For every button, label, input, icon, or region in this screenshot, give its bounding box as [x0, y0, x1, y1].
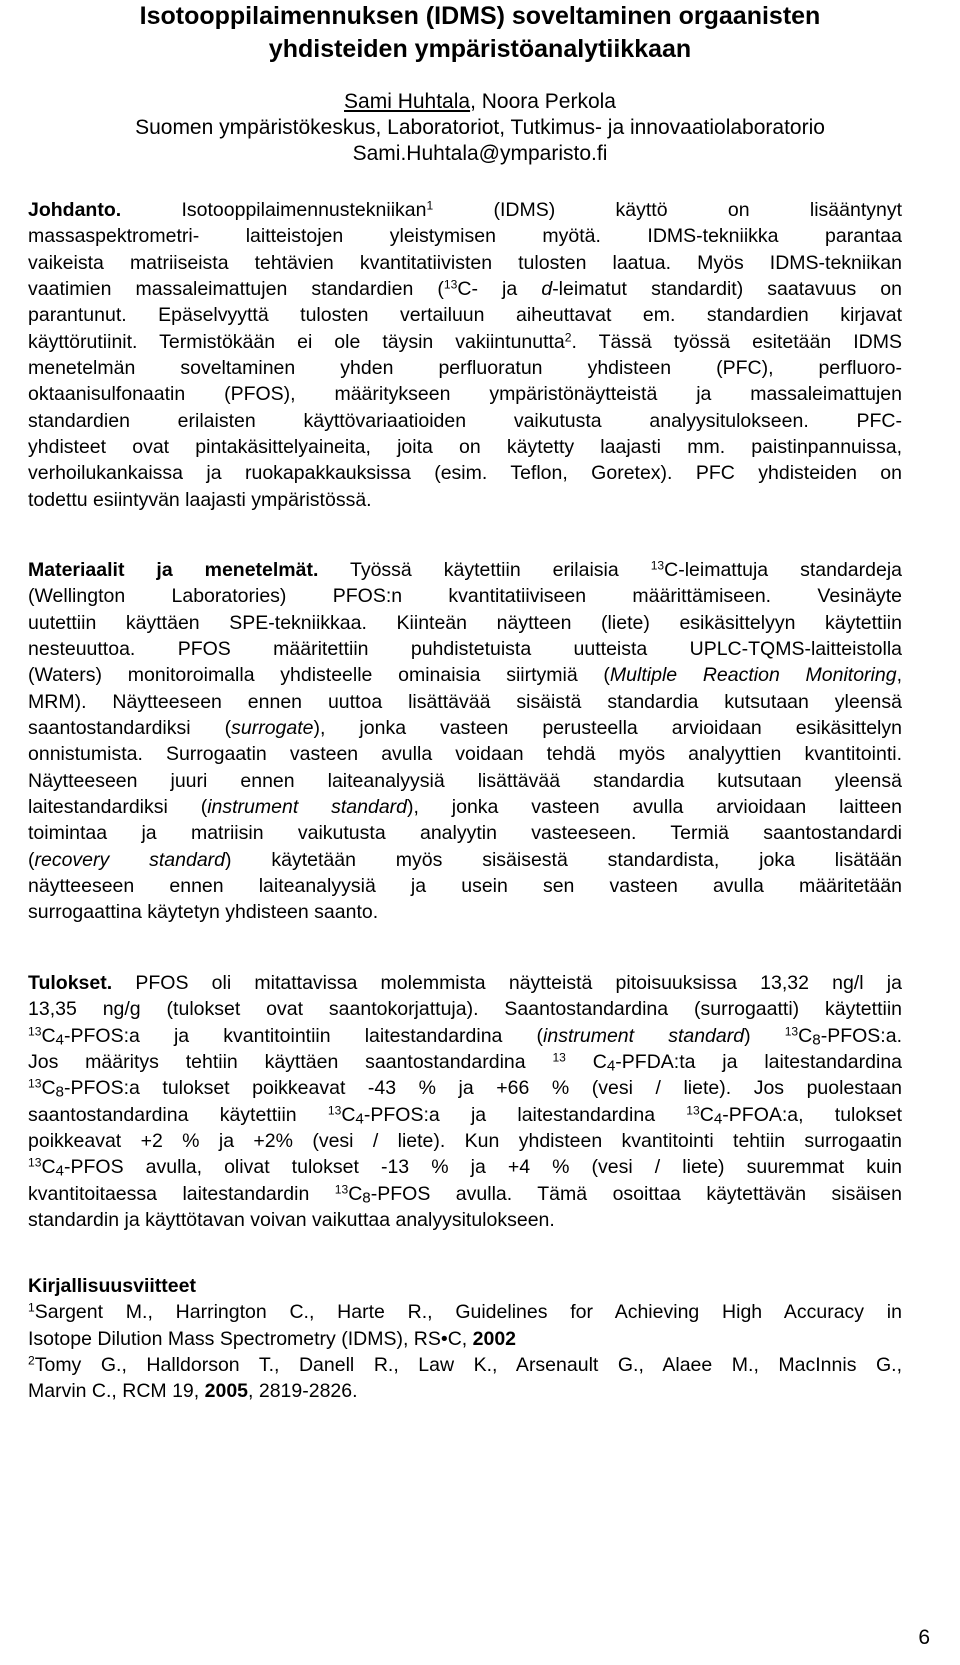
- section-references: [28, 1273, 902, 1405]
- reference-2: $^2$Tomy G., Halldorson T., Danell R., Law K., Arsenault G., Alaee M., MacInnis G.,: [28, 1353, 902, 1377]
- results-line: 13,35 ng/g (tulokset ovat saantokorjattuja). Saantostandardina (surrogaatti) käytettiin: [28, 998, 902, 1021]
- methods-line: nesteuuttoa. PFOS määritettiin puhdistetuista uutteista UPLC-TQMS-laitteistolla: [28, 638, 902, 661]
- intro-line: standardien erilaisten käyttövariaatioiden vaikutusta analyysitulokseen. PFC-: [28, 409, 902, 432]
- citation-2: 2: [564, 330, 572, 345]
- methods-line: toimintaa ja matriisin vaikutusta analyytin vasteeseen. Termiä saantostandardi: [28, 822, 902, 845]
- author-names: [0, 89, 960, 115]
- methods-line: (Waters) monitoroimalla yhdisteelle ominaisia siirtymiä (Multiple Reaction Monitoring,: [28, 664, 902, 687]
- page-title: [0, 0, 960, 66]
- results-line: kvantitoitaessa laitestandardin $^{13}C_8$-PFOS avulla. Tämä osoittaa käytettävän sisäisen: [28, 1182, 902, 1207]
- citation-1: 1: [426, 198, 434, 213]
- intro-heading: Johdanto.: [28, 199, 122, 221]
- methods-line: laitestandardiksi (instrument standard), jonka vasteen avulla arvioidaan laitteen: [28, 796, 902, 819]
- methods-line: Näytteeseen juuri ennen laiteanalyysiä lisättävää standardia kutsutaan yleensä: [28, 769, 902, 792]
- reference-2-cont: Marvin C., RCM 19, 2005, 2819-2826.: [28, 1380, 358, 1403]
- author-perkola: Noora Perkola: [481, 90, 616, 113]
- methods-line: onnistumista. Surrogaatin vasteen avulla voidaan tehdä myös analyyttien kvantitointi.: [28, 743, 902, 766]
- intro-line: parantunut. Epäselvyyttä tulosten vertailuun aiheuttavat em. standardien kirjavat: [28, 304, 902, 327]
- results-line: $^{13}C_8-PFOS:a$ tulokset poikkeavat -43 % ja +66 % (vesi / liete). Jos puolestaan: [28, 1076, 902, 1101]
- methods-heading: Materiaalit ja menetelmät.: [28, 559, 319, 581]
- author-link-huhtala[interactable]: Sami Huhtala: [344, 90, 471, 113]
- section-introduction: [28, 197, 902, 513]
- author-block: [0, 89, 960, 167]
- intro-line: yhdisteet ovat pintakäsittelyaineita, joita on käytetty laajasti mm. paistinpannuissa,: [28, 436, 902, 459]
- results-line: Jos määritys tehtiin käyttäen saantostandardina $^{13}$ $C_4-PFDA:ta$ ja laitestandardina: [28, 1050, 903, 1075]
- intro-line: massaspektrometri- laitteistojen yleistymisen myötä. IDMS-tekniikka parantaa: [28, 225, 902, 248]
- intro-line: vaatimien massaleimattujen standardien ($^{13}$C- ja d-leimatut standardit) saatavuus on: [28, 277, 902, 301]
- results-line: saantostandardina käytettiin $^{13}C_4-PFOS:a$ ja laitestandardina $^{13}C_4-PFOA:a$, tulokset: [28, 1103, 902, 1127]
- intro-line: todettu esiintyvän laajasti ympäristössä.: [28, 488, 372, 511]
- intro-line: Johdanto. Isotooppilaimennustekniikan$^1$ (IDMS) käyttö on lisääntynyt: [28, 198, 902, 221]
- methods-line: surrogaattina käytetyn yhdisteen saanto.: [28, 901, 379, 924]
- references-heading: Kirjallisuusviitteet: [28, 1275, 196, 1297]
- methods-line: saantostandardiksi (surrogate), jonka vasteen perusteella arvioidaan esikäsittelyn: [28, 717, 902, 740]
- page-number: 6: [918, 1626, 930, 1649]
- methods-line: MRM). Näytteeseen ennen uuttoa lisättävää sisäistä standardia kutsutaan yleensä: [28, 690, 902, 713]
- intro-line: käyttörutiinit. Termistökään ei ole täysin vakiintunutta$^2$. Tässä työssä esitetään IDMS: [28, 330, 902, 353]
- results-line: standardin ja käyttötavan voivan vaikuttaa analyysitulokseen.: [28, 1209, 555, 1232]
- email: Sami.Huhtala@ymparisto.fi: [352, 142, 608, 165]
- methods-line: (Wellington Laboratories) PFOS:n kvantitatiiviseen määrittämiseen. Vesinäyte: [28, 585, 902, 608]
- results-heading: Tulokset.: [28, 972, 113, 994]
- intro-line: oktaanisulfonaatin (PFOS), määritykseen ympäristönäytteistä ja massaleimattujen: [28, 383, 902, 406]
- intro-line: verhoilukankaissa ja ruokapakkauksissa (esim. Teflon, Goretex). PFC yhdisteiden on: [28, 462, 902, 485]
- methods-line: Materiaalit ja menetelmät. Työssä käytettiin erilaisia $^{13}$C-leimattuja standardeja: [28, 558, 903, 581]
- intro-line: menetelmän soveltaminen yhden perfluoratun yhdisteen (PFC), perfluoro-: [28, 357, 902, 380]
- methods-line: uutettiin käyttäen SPE-tekniikkaa. Kiinteän näytteen (liete) esikäsittelyyn käytettiin: [28, 611, 902, 634]
- section-methods: [28, 557, 902, 926]
- affiliation: Suomen ympäristökeskus, Laboratoriot, Tutkimus- ja innovaatiolaboratorio: [135, 116, 825, 139]
- title-line-2: yhdisteiden ympäristöanalytiikkaan: [268, 35, 692, 63]
- methods-line: näytteeseen ennen laiteanalyysiä ja usein sen vasteen avulla määritetään: [28, 875, 902, 898]
- author-separator: ,: [470, 90, 482, 113]
- results-line: poikkeavat +2 % ja +2% (vesi / liete). Kun yhdisteen kvantitointi tehtiin surrogaatin: [28, 1130, 902, 1153]
- results-line: Tulokset. PFOS oli mitattavissa molemmista näytteistä pitoisuuksissa 13,32 ng/l ja: [28, 972, 902, 994]
- reference-1: $^1$Sargent M., Harrington C., Harte R., Guidelines for Achieving High Accuracy in: [28, 1300, 902, 1324]
- section-results: [28, 970, 902, 1233]
- results-line: $^{13}C_4-PFOS:a$ ja kvantitointiin laitestandardina (instrument standard) $^{13}C_8-PFOS:a$.: [28, 1024, 902, 1048]
- results-line: $^{13}C_4$-PFOS avulla, olivat tulokset -13 % ja +4 % (vesi / liete) suuremmat kuin: [28, 1155, 902, 1180]
- reference-1-cont: Isotope Dilution Mass Spectrometry (IDMS), RS•C, 2002: [28, 1327, 517, 1350]
- methods-line: (recovery standard) käytetään myös sisäisestä standardista, joka lisätään: [28, 848, 902, 871]
- title-line-1: Isotooppilaimennuksen (IDMS) soveltaminen orgaanisten: [139, 2, 821, 30]
- intro-line: vaikeista matriiseista tehtävien kvantitatiivisten tulosten laatua. Myös IDMS-tekniikan: [28, 251, 902, 274]
